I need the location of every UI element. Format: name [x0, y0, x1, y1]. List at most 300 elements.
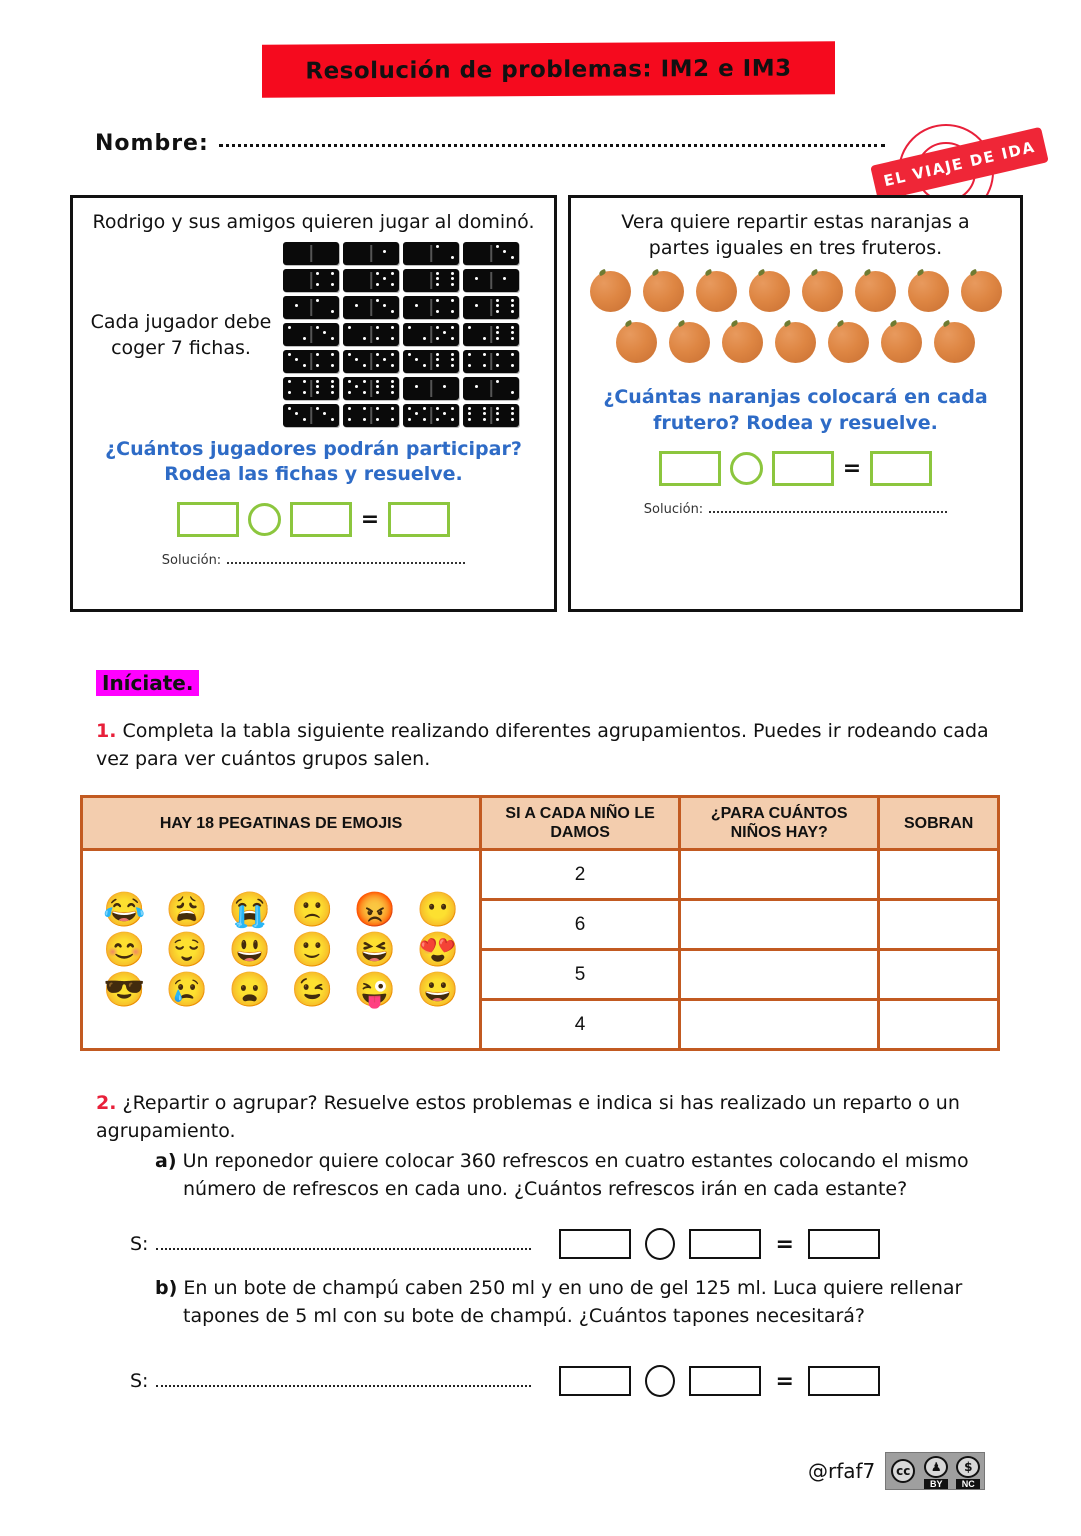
domino-pip [348, 353, 351, 356]
emoji-sticker[interactable]: 😶 [416, 890, 459, 929]
cell-ninos-1[interactable] [680, 900, 879, 950]
domino-tile[interactable] [343, 350, 399, 373]
domino-pip [355, 385, 358, 388]
operator-circle[interactable] [730, 452, 763, 485]
domino-pip [496, 299, 499, 302]
domino-tile[interactable] [283, 269, 339, 292]
domino-half [463, 323, 491, 346]
cc-logo [886, 1453, 920, 1489]
domino-pip [451, 364, 454, 367]
operand-1-box[interactable] [177, 502, 239, 537]
domino-tile[interactable] [463, 269, 519, 292]
domino-pip [376, 299, 379, 302]
orange-fruit[interactable] [749, 271, 790, 312]
domino-pip [391, 364, 394, 367]
domino-pip [483, 412, 486, 415]
domino-pip [443, 331, 446, 334]
domino-pip [436, 337, 439, 340]
domino-tile[interactable] [283, 404, 339, 427]
domino-pip [408, 326, 411, 329]
domino-tile[interactable] [403, 296, 459, 319]
operator-circle[interactable] [645, 1365, 675, 1397]
domino-pip [408, 353, 411, 356]
cell-sobran-2[interactable] [879, 950, 999, 1000]
domino-pip [348, 418, 351, 421]
domino-pip [391, 385, 394, 388]
domino-half [311, 269, 339, 292]
orange-fruit[interactable] [802, 271, 843, 312]
domino-pip [475, 385, 478, 388]
domino-half [371, 242, 399, 265]
result-box[interactable] [808, 1229, 880, 1259]
orange-fruit[interactable] [855, 271, 896, 312]
domino-pip [288, 391, 291, 394]
orange-row-top[interactable] [571, 271, 1020, 312]
result-box[interactable] [808, 1366, 880, 1396]
orange-fruit[interactable] [828, 322, 869, 363]
answer-row-a [130, 1228, 880, 1260]
domino-pip [511, 353, 514, 356]
domino-tile[interactable] [283, 377, 339, 400]
domino-pip [451, 256, 454, 259]
domino-tile[interactable] [463, 350, 519, 373]
emoji-sticker[interactable]: 🙁 [291, 890, 334, 929]
operator-circle[interactable] [645, 1228, 675, 1260]
problem-right-equation [571, 451, 1020, 486]
domino-pip [451, 407, 454, 410]
name-input-line[interactable] [219, 131, 885, 147]
problem-right-question-line1: ¿Cuántas naranjas colocará en cada [603, 386, 988, 409]
problem-left-subtext-line1: Cada jugador debe [90, 310, 272, 333]
domino-pip [391, 337, 394, 340]
domino-pip [468, 418, 471, 421]
orange-fruit[interactable] [775, 322, 816, 363]
cc-nc [952, 1453, 984, 1489]
domino-pip [468, 353, 471, 356]
domino-pip [331, 391, 334, 394]
operand-2-box[interactable] [772, 451, 834, 486]
emoji-sticker[interactable]: 😉 [291, 970, 334, 1009]
domino-tile[interactable] [463, 296, 519, 319]
domino-pip [363, 407, 366, 410]
domino-half [311, 242, 339, 265]
cell-damos-1[interactable]: 6 [481, 900, 680, 950]
section-heading-iniciate: Iníciate. [96, 670, 199, 696]
orange-fruit[interactable] [722, 322, 763, 363]
domino-pip [376, 418, 379, 421]
domino-pip [363, 391, 366, 394]
domino-half [491, 350, 519, 373]
domino-half [403, 242, 431, 265]
domino-pip [436, 310, 439, 313]
domino-pip [451, 326, 454, 329]
domino-pip [376, 272, 379, 275]
cell-sobran-1[interactable] [879, 900, 999, 950]
domino-pip [511, 364, 514, 367]
answer-row-b [130, 1365, 880, 1397]
operand-2-box[interactable] [689, 1229, 761, 1259]
orange-fruit[interactable] [616, 322, 657, 363]
solution-input-line[interactable] [227, 554, 465, 564]
domino-pip [415, 304, 418, 307]
domino-tile[interactable] [403, 404, 459, 427]
item-b-text: En un bote de champú caben 250 ml y en uno de gel 125 ml. Luca quiere rellenar tapones de 5 ml con su bote de champú. ¿Cuántos tapones necesitará? [183, 1277, 963, 1327]
problem-left-subtext [81, 238, 281, 427]
domino-pip [483, 337, 486, 340]
domino-pip [496, 380, 499, 383]
domino-tile[interactable] [403, 377, 459, 400]
domino-pip [451, 310, 454, 313]
domino-pip [423, 337, 426, 340]
domino-pip [288, 380, 291, 383]
domino-pip [483, 418, 486, 421]
domino-pip [288, 326, 291, 329]
domino-tile[interactable] [343, 323, 399, 346]
domino-tile[interactable] [463, 404, 519, 427]
domino-tile[interactable] [463, 242, 519, 265]
domino-pip [436, 277, 439, 280]
exercise-2-item-a [155, 1148, 1000, 1203]
domino-pip [496, 412, 499, 415]
domino-pip [451, 299, 454, 302]
domino-pip [316, 407, 319, 410]
domino-pip [376, 353, 379, 356]
orange-fruit[interactable] [669, 322, 710, 363]
domino-pip [468, 326, 471, 329]
domino-half [491, 404, 519, 427]
domino-pip [451, 283, 454, 286]
domino-pip [355, 358, 358, 361]
domino-pip [303, 364, 306, 367]
domino-half [403, 404, 431, 427]
emoji-sticker[interactable]: 😎 [103, 970, 146, 1009]
domino-pip [331, 380, 334, 383]
domino-pip [363, 380, 366, 383]
operator-circle[interactable] [248, 503, 281, 536]
domino-tile[interactable] [403, 323, 459, 346]
domino-pip [436, 407, 439, 410]
solution-label: Solución: [643, 501, 704, 517]
domino-half [343, 377, 371, 400]
person-icon: ♟ [924, 1456, 948, 1478]
stamp-label: EL VIAJE DE IDA [881, 137, 1038, 191]
emoji-sticker[interactable]: 😭 [228, 890, 271, 929]
domino-half [283, 269, 311, 292]
cc-icon: cc [891, 1459, 915, 1483]
domino-half [283, 404, 311, 427]
domino-pip [468, 407, 471, 410]
domino-pip [383, 277, 386, 280]
domino-pip [391, 407, 394, 410]
domino-half [283, 323, 311, 346]
domino-tile[interactable] [283, 323, 339, 346]
answer-label-a: S: [130, 1233, 149, 1255]
problem-right-question-line2: frutero? Rodea y resuelve. [653, 411, 938, 434]
emoji-sticker[interactable]: 😩 [165, 890, 209, 929]
domino-pip [496, 364, 499, 367]
domino-pip [316, 391, 319, 394]
domino-pip [331, 364, 334, 367]
domino-pip [331, 272, 334, 275]
domino-pip [451, 353, 454, 356]
domino-half [491, 377, 519, 400]
domino-pip [436, 283, 439, 286]
domino-pip [503, 277, 506, 280]
domino-pip [316, 364, 319, 367]
domino-half [283, 242, 311, 265]
domino-tile[interactable] [403, 269, 459, 292]
exercise-2-text: ¿Repartir o agrupar? Resuelve estos problemas e indica si has realizado un reparto o un agrupamiento. [96, 1092, 960, 1142]
domino-pip [331, 283, 334, 286]
domino-pip [376, 407, 379, 410]
cell-ninos-2[interactable] [680, 950, 879, 1000]
domino-grid[interactable] [283, 242, 519, 427]
domino-pip [348, 380, 351, 383]
equals-sign: = [360, 506, 380, 532]
domino-half [463, 377, 491, 400]
domino-pip [391, 391, 394, 394]
domino-pip [331, 385, 334, 388]
domino-tile[interactable] [343, 377, 399, 400]
domino-pip [348, 391, 351, 394]
operand-1-box[interactable] [559, 1366, 631, 1396]
domino-tile[interactable] [343, 404, 399, 427]
domino-pip [391, 326, 394, 329]
cell-damos-3[interactable]: 4 [481, 1000, 680, 1050]
domino-pip [511, 391, 514, 394]
domino-pip [391, 380, 394, 383]
domino-pip [511, 407, 514, 410]
page-title: Resolución de problemas: IM2 e IM3 [305, 55, 792, 84]
domino-pip [496, 304, 499, 307]
cell-sobran-3[interactable] [879, 1000, 999, 1050]
domino-tile[interactable] [283, 296, 339, 319]
domino-half [371, 377, 399, 400]
domino-half [311, 323, 339, 346]
domino-pip [451, 272, 454, 275]
problem-right-headline-line1: Vera quiere repartir estas naranjas a [621, 211, 970, 233]
domino-tile[interactable] [403, 350, 459, 373]
orange-fruit[interactable] [961, 271, 1002, 312]
cell-ninos-0[interactable] [680, 850, 879, 900]
domino-pip [391, 353, 394, 356]
orange-fruit[interactable] [908, 271, 949, 312]
name-label: Nombre: [95, 131, 209, 156]
domino-pip [376, 391, 379, 394]
exercise-2-item-b [155, 1275, 1000, 1330]
problem-right-headline-line2: partes iguales en tres fruteros. [648, 236, 943, 259]
domino-half [463, 296, 491, 319]
domino-tile[interactable] [283, 350, 339, 373]
domino-pip [496, 331, 499, 334]
exercise-1-text: Completa la tabla siguiente realizando diferentes agrupamientos. Puedes ir rodeando cada vez para ver cuántos grupos salen. [96, 720, 989, 770]
domino-tile[interactable] [283, 242, 339, 265]
domino-half [463, 242, 491, 265]
domino-tile[interactable] [463, 377, 519, 400]
operand-1-box[interactable] [659, 451, 721, 486]
domino-half [431, 350, 459, 373]
result-box[interactable] [388, 502, 450, 537]
domino-pip [503, 250, 506, 253]
domino-pip [331, 418, 334, 421]
domino-pip [436, 326, 439, 329]
domino-pip [376, 385, 379, 388]
emoji-sticker[interactable]: 😦 [228, 970, 271, 1009]
domino-pip [295, 304, 298, 307]
emoji-sticker[interactable]: 😡 [353, 890, 397, 929]
domino-pip [316, 380, 319, 383]
domino-pip [391, 310, 394, 313]
domino-pip [331, 310, 334, 313]
domino-pip [423, 418, 426, 421]
domino-pip [436, 358, 439, 361]
orange-row-bottom[interactable] [571, 322, 1020, 363]
cell-damos-0[interactable]: 2 [481, 850, 680, 900]
footer [808, 1452, 985, 1490]
domino-half [463, 404, 491, 427]
name-field-row [95, 131, 885, 156]
domino-half [491, 323, 519, 346]
table-header-damos: SI A CADA NIÑO LE DAMOS [481, 797, 680, 850]
cell-ninos-3[interactable] [680, 1000, 879, 1050]
domino-pip [408, 407, 411, 410]
domino-pip [316, 299, 319, 302]
emoji-sticker-cell[interactable] [82, 850, 481, 1050]
author-handle: @rfaf7 [808, 1459, 876, 1483]
answer-input-line-b[interactable] [156, 1375, 531, 1387]
domino-pip [295, 358, 298, 361]
domino-half [431, 377, 459, 400]
emoji-sticker[interactable]: 😢 [165, 970, 209, 1009]
cc-by [920, 1453, 952, 1489]
domino-tile[interactable] [343, 269, 399, 292]
table-row [82, 850, 999, 900]
domino-pip [316, 385, 319, 388]
domino-half [311, 296, 339, 319]
worksheet-title-banner [262, 41, 835, 98]
cell-sobran-0[interactable] [879, 850, 999, 900]
operand-1-box[interactable] [559, 1229, 631, 1259]
emoji-sticker[interactable]: 😍 [416, 930, 459, 969]
emoji-sticker[interactable]: 😃 [228, 930, 271, 969]
domino-half [431, 323, 459, 346]
domino-pip [511, 304, 514, 307]
item-a-text: Un reponedor quiere colocar 360 refrescos en cuatro estantes colocando el mismo número de refrescos en cada uno. ¿Cuántos refrescos irán en cada estante? [182, 1150, 969, 1200]
emoji-sticker[interactable]: 😀 [416, 970, 459, 1009]
domino-pip [511, 310, 514, 313]
emoji-sticker[interactable]: 🙂 [291, 930, 334, 969]
orange-fruit[interactable] [881, 322, 922, 363]
emoji-sticker[interactable]: 😆 [353, 930, 397, 969]
domino-tile[interactable] [343, 242, 399, 265]
domino-half [371, 323, 399, 346]
answer-input-line-a[interactable] [156, 1238, 531, 1250]
domino-pip [376, 337, 379, 340]
problem-left-question-line2: Rodea las fichas y resuelve. [164, 463, 463, 486]
emoji-sticker[interactable]: 😂 [103, 890, 146, 929]
emoji-sticker[interactable]: 😜 [353, 970, 397, 1009]
orange-fruit[interactable] [696, 271, 737, 312]
domino-pip [323, 412, 326, 415]
domino-pip [383, 358, 386, 361]
domino-pip [355, 304, 358, 307]
result-box[interactable] [870, 451, 932, 486]
domino-pip [511, 418, 514, 421]
domino-pip [363, 337, 366, 340]
equals-sign: = [775, 1231, 794, 1257]
domino-half [403, 269, 431, 292]
domino-pip [511, 337, 514, 340]
item-a-label: a) [155, 1150, 177, 1172]
domino-half [343, 296, 371, 319]
domino-pip [496, 353, 499, 356]
solution-input-line[interactable] [709, 503, 947, 513]
problem-right-headline [571, 198, 1020, 261]
domino-half [343, 323, 371, 346]
domino-half [343, 350, 371, 373]
domino-tile[interactable] [403, 242, 459, 265]
domino-pip [443, 385, 446, 388]
cell-damos-2[interactable]: 5 [481, 950, 680, 1000]
domino-pip [483, 364, 486, 367]
domino-pip [511, 326, 514, 329]
domino-pip [436, 245, 439, 248]
domino-pip [496, 407, 499, 410]
domino-half [403, 296, 431, 319]
domino-pip [383, 304, 386, 307]
operand-2-box[interactable] [290, 502, 352, 537]
emoji-grid [93, 890, 469, 1009]
domino-pip [436, 272, 439, 275]
domino-pip [451, 418, 454, 421]
domino-pip [376, 380, 379, 383]
domino-pip [483, 353, 486, 356]
domino-half [371, 404, 399, 427]
domino-half [431, 404, 459, 427]
domino-pip [376, 283, 379, 286]
domino-pip [303, 380, 306, 383]
emoji-sticker[interactable]: 😌 [165, 930, 209, 969]
domino-pip [331, 353, 334, 356]
domino-half [311, 404, 339, 427]
domino-half [283, 350, 311, 373]
domino-pip [363, 418, 366, 421]
domino-tile[interactable] [463, 323, 519, 346]
emoji-sticker[interactable]: 😊 [103, 930, 146, 969]
domino-half [491, 242, 519, 265]
domino-pip [348, 326, 351, 329]
domino-pip [468, 412, 471, 415]
domino-half [283, 377, 311, 400]
domino-pip [496, 326, 499, 329]
domino-pip [323, 331, 326, 334]
problem-right-solution-row [571, 502, 1020, 517]
domino-tile[interactable] [343, 296, 399, 319]
operand-2-box[interactable] [689, 1366, 761, 1396]
domino-half [371, 269, 399, 292]
domino-pip [415, 358, 418, 361]
domino-pip [316, 283, 319, 286]
domino-pip [316, 353, 319, 356]
item-b-label: b) [155, 1277, 178, 1299]
orange-fruit[interactable] [643, 271, 684, 312]
orange-fruit[interactable] [590, 271, 631, 312]
orange-fruit[interactable] [934, 322, 975, 363]
domino-pip [391, 283, 394, 286]
domino-pip [288, 353, 291, 356]
domino-pip [443, 412, 446, 415]
domino-pip [391, 272, 394, 275]
